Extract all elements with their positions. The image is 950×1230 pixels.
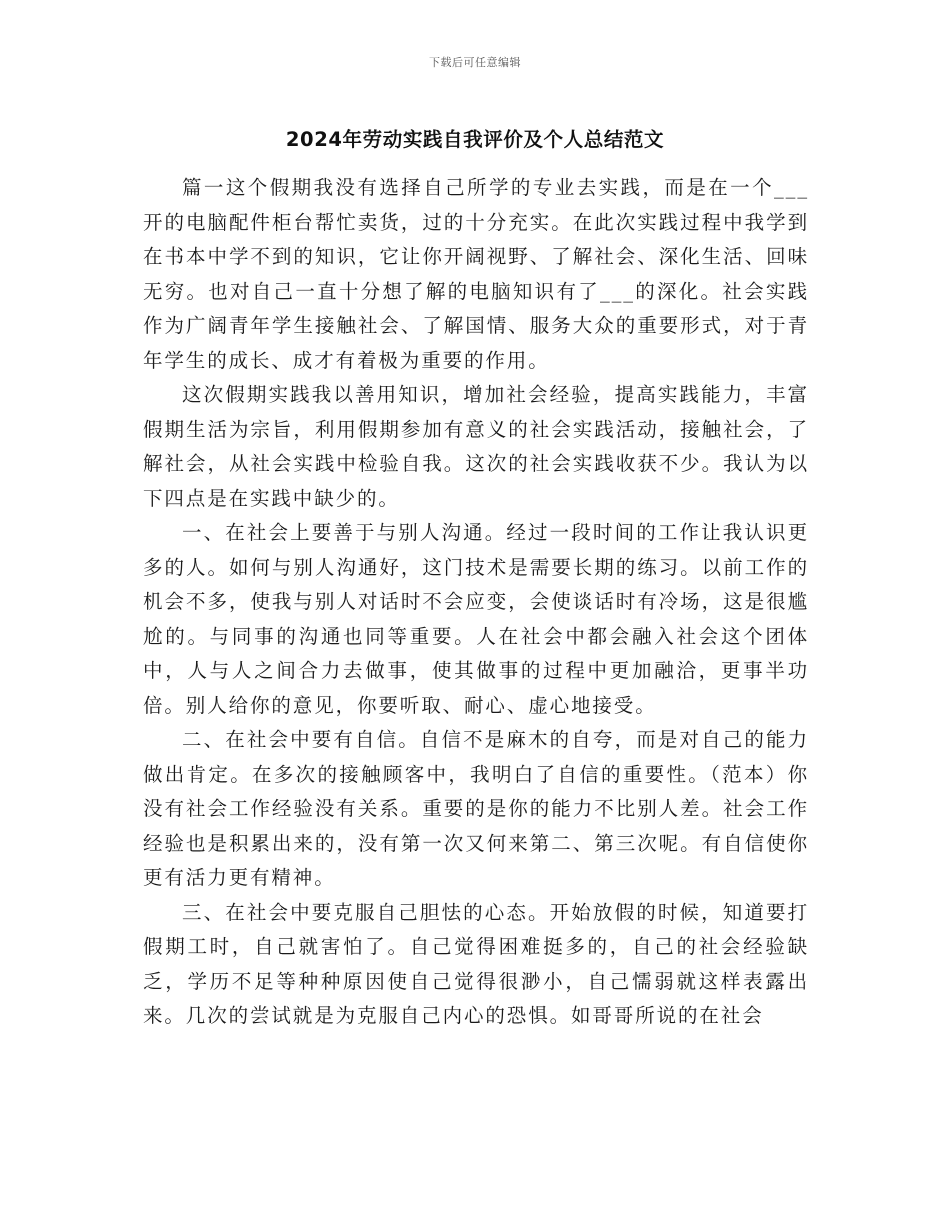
header-note: 下载后可任意编辑 [429, 56, 521, 69]
document-body [143, 171, 809, 1034]
paragraph-1: 篇一这个假期我没有选择自己所学的专业去实践，而是在一个___开的电脑配件柜台帮忙卖货，过的十分充实。在此次实践过程中我学到在书本中学不到的知识，它让你开阔视野、了解社会、深化生活、回味无穷。也对自己一直十分想了解的电脑知识有了___的深化。社会实践作为广阔青年学生接触社会、了解国情、服务大众的重要形式，对于青年学生的成长、成才有着极为重要的作用。 [143, 176, 809, 372]
paragraph-3: 一、在社会上要善于与别人沟通。经过一段时间的工作让我认识更多的人。如何与别人沟通好，这门技术是需要长期的练习。以前工作的机会不多，使我与别人对话时不会应变，会使谈话时有冷场，这是很尴尬的。与同事的沟通也同等重要。人在社会中都会融入社会这个团体中，人与人之间合力去做事，使其做事的过程中更加融洽，更事半功倍。别人给你的意见，你要听取、耐心、虚心地接受。 [143, 521, 809, 717]
paragraph-5: 三、在社会中要克服自己胆怯的心态。开始放假的时候，知道要打假期工时，自己就害怕了。自己觉得困难挺多的，自己的社会经验缺乏，学历不足等种种原因使自己觉得很渺小，自己懦弱就这样表露出来。几次的尝试就是为克服自己内心的恐惧。如哥哥所说的在社会 [143, 900, 809, 1027]
document-title: 2024年劳动实践自我评价及个人总结范文 [285, 128, 665, 151]
paragraph-4: 二、在社会中要有自信。自信不是麻木的自夸，而是对自己的能力做出肯定。在多次的接触顾客中，我明白了自信的重要性。（范本）你没有社会工作经验没有关系。重要的是你的能力不比别人差。社会工作经验也是积累出来的，没有第一次又何来第二、第三次呢。有自信使你更有活力更有精神。 [143, 728, 809, 889]
paragraph-2: 这次假期实践我以善用知识，增加社会经验，提高实践能力，丰富假期生活为宗旨，利用假期参加有意义的社会实践活动，接触社会，了解社会，从社会实践中检验自我。这次的社会实践收获不少。我认为以下四点是在实践中缺少的。 [143, 383, 809, 510]
